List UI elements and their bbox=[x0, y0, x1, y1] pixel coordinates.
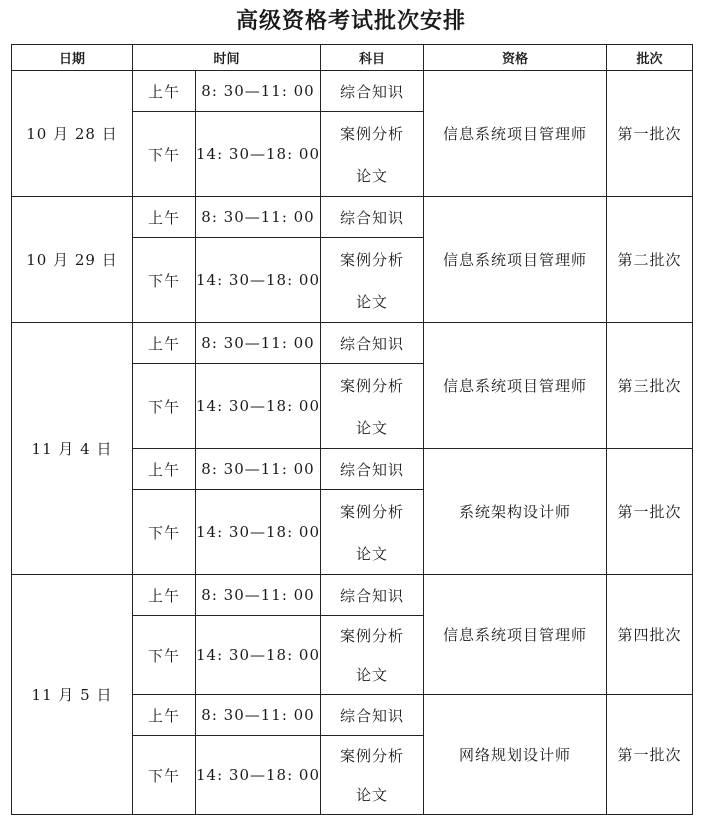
subject-cell bbox=[321, 112, 424, 197]
subject-cell bbox=[321, 616, 424, 695]
header-subject: 科目 bbox=[321, 45, 424, 71]
period-cell: 下午 bbox=[133, 616, 196, 695]
subject-case-analysis: 案例分析 bbox=[340, 747, 405, 765]
period-cell: 上午 bbox=[133, 575, 196, 616]
period-cell: 下午 bbox=[133, 238, 196, 323]
time-cell: 8: 30—11: 00 bbox=[196, 323, 321, 364]
subject-cell bbox=[321, 490, 424, 575]
header-time: 时间 bbox=[133, 45, 321, 71]
batch-cell: 第一批次 bbox=[607, 695, 693, 815]
subject-cell bbox=[321, 736, 424, 815]
subject-case-analysis: 案例分析 bbox=[340, 124, 405, 143]
schedule-table bbox=[11, 44, 693, 815]
time-cell: 14: 30—18: 00 bbox=[196, 364, 321, 449]
subject-essay: 论文 bbox=[356, 166, 389, 185]
table-row bbox=[12, 71, 693, 112]
time-cell: 8: 30—11: 00 bbox=[196, 197, 321, 238]
subject-essay: 论文 bbox=[356, 292, 389, 311]
batch-cell: 第三批次 bbox=[607, 323, 693, 449]
batch-cell: 第一批次 bbox=[607, 449, 693, 575]
page-title: 高级资格考试批次安排 bbox=[235, 8, 466, 34]
subject-essay: 论文 bbox=[356, 418, 389, 437]
period-cell: 下午 bbox=[133, 364, 196, 449]
header-row bbox=[12, 45, 693, 71]
subject-cell: 综合知识 bbox=[321, 695, 424, 736]
time-cell: 14: 30—18: 00 bbox=[196, 736, 321, 815]
period-cell: 上午 bbox=[133, 323, 196, 364]
qualification-cell: 信息系统项目管理师 bbox=[424, 575, 607, 695]
period-cell: 上午 bbox=[133, 71, 196, 112]
subject-essay: 论文 bbox=[356, 666, 389, 684]
period-cell: 下午 bbox=[133, 736, 196, 815]
subject-essay: 论文 bbox=[356, 544, 389, 563]
period-cell: 上午 bbox=[133, 449, 196, 490]
subject-essay: 论文 bbox=[356, 786, 389, 804]
header-qualification: 资格 bbox=[424, 45, 607, 71]
period-cell: 上午 bbox=[133, 197, 196, 238]
table-row bbox=[12, 575, 693, 616]
qualification-cell: 信息系统项目管理师 bbox=[424, 323, 607, 449]
subject-case-analysis: 案例分析 bbox=[340, 376, 405, 395]
subject-case-analysis: 案例分析 bbox=[340, 250, 405, 269]
time-cell: 14: 30—18: 00 bbox=[196, 238, 321, 323]
date-cell: 10 月 29 日 bbox=[12, 197, 133, 323]
header-batch: 批次 bbox=[607, 45, 693, 71]
time-cell: 14: 30—18: 00 bbox=[196, 112, 321, 197]
time-cell: 14: 30—18: 00 bbox=[196, 490, 321, 575]
subject-cell: 综合知识 bbox=[321, 71, 424, 112]
date-cell: 11 月 4 日 bbox=[12, 323, 133, 575]
time-cell: 8: 30—11: 00 bbox=[196, 449, 321, 490]
header-date: 日期 bbox=[12, 45, 133, 71]
time-cell: 8: 30—11: 00 bbox=[196, 695, 321, 736]
qualification-cell: 网络规划设计师 bbox=[424, 695, 607, 815]
subject-case-analysis: 案例分析 bbox=[340, 502, 405, 521]
batch-cell: 第四批次 bbox=[607, 575, 693, 695]
table-row bbox=[12, 323, 693, 364]
date-cell: 10 月 28 日 bbox=[12, 71, 133, 197]
qualification-cell: 信息系统项目管理师 bbox=[424, 197, 607, 323]
batch-cell: 第二批次 bbox=[607, 197, 693, 323]
qualification-cell: 系统架构设计师 bbox=[424, 449, 607, 575]
subject-case-analysis: 案例分析 bbox=[340, 627, 405, 645]
subject-cell: 综合知识 bbox=[321, 449, 424, 490]
period-cell: 下午 bbox=[133, 490, 196, 575]
batch-cell: 第一批次 bbox=[607, 71, 693, 197]
date-cell: 11 月 5 日 bbox=[12, 575, 133, 815]
subject-cell bbox=[321, 238, 424, 323]
period-cell: 下午 bbox=[133, 112, 196, 197]
subject-cell: 综合知识 bbox=[321, 197, 424, 238]
table-row bbox=[12, 197, 693, 238]
qualification-cell: 信息系统项目管理师 bbox=[424, 71, 607, 197]
time-cell: 14: 30—18: 00 bbox=[196, 616, 321, 695]
time-cell: 8: 30—11: 00 bbox=[196, 71, 321, 112]
subject-cell: 综合知识 bbox=[321, 575, 424, 616]
time-cell: 8: 30—11: 00 bbox=[196, 575, 321, 616]
subject-cell: 综合知识 bbox=[321, 323, 424, 364]
period-cell: 上午 bbox=[133, 695, 196, 736]
subject-cell bbox=[321, 364, 424, 449]
